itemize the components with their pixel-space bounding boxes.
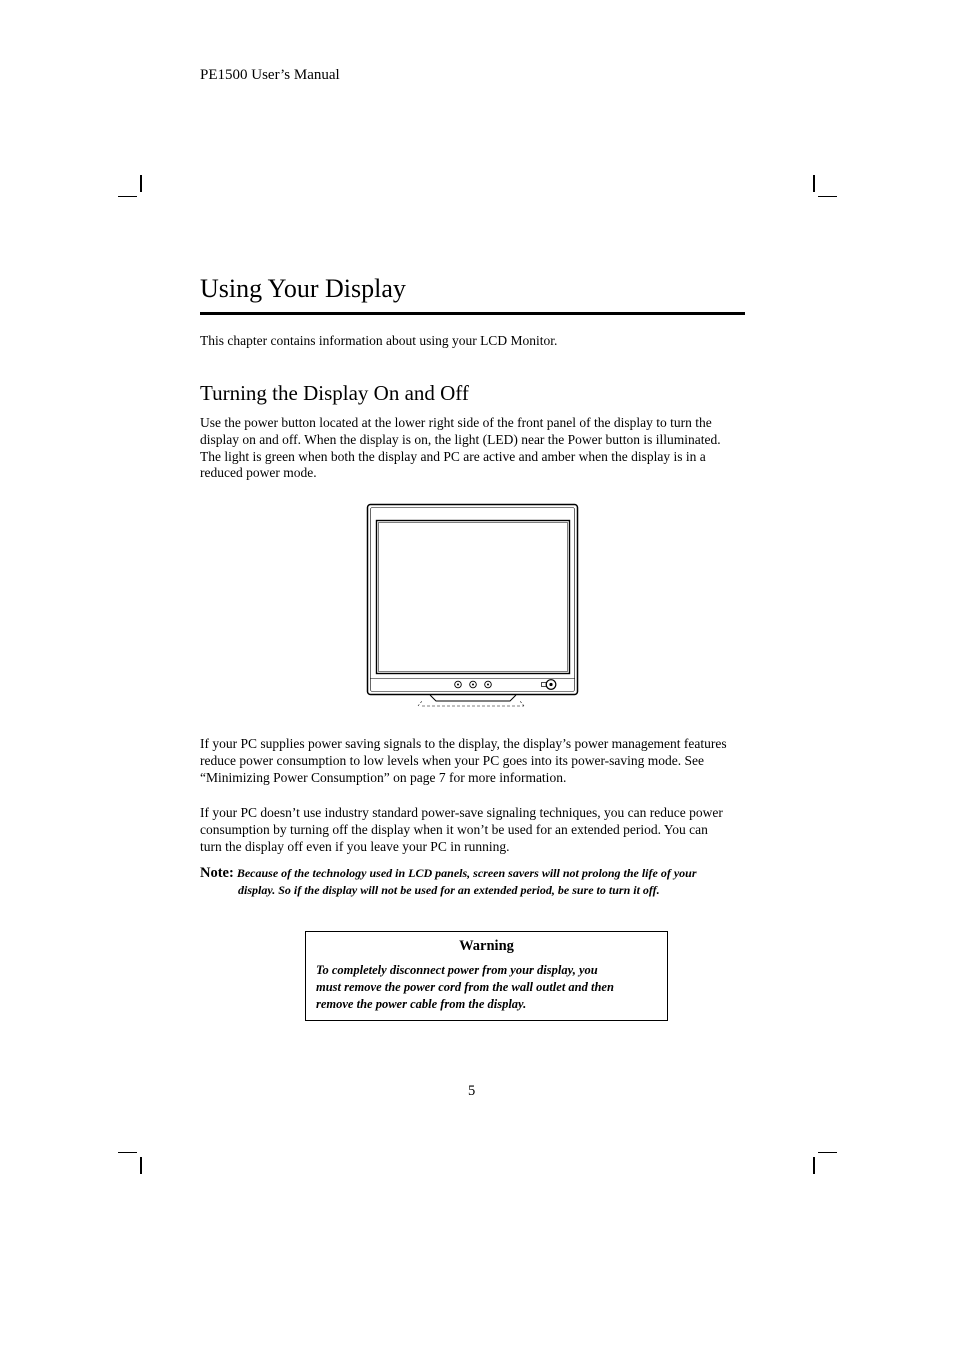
- chapter-title: Using Your Display: [200, 274, 406, 303]
- note-text-line1: Because of the technology used in LCD panels, screen savers will not prolong the life of your: [236, 866, 697, 880]
- title-rule: [200, 312, 745, 315]
- warning-box: [305, 931, 668, 1021]
- section-title: Turning the Display On and Off: [200, 381, 469, 405]
- paragraph-manual-power-off: If your PC doesn’t use industry standard power-save signaling techniques, you can reduce power consumption by turning off the display when it won’t be used for an extended period. You can turn the display off even if you leave your PC in running.: [200, 805, 723, 854]
- note-label: Note:: [200, 865, 234, 881]
- running-header: PE1500 User’s Manual: [200, 67, 340, 83]
- paragraph-power-saving: If your PC supplies power saving signals to the display, the display’s power management features reduce power consumption to low levels when your PC goes into its power-saving mode. See “Minimizing Power Consumption” on page 7 for more information.: [200, 736, 727, 785]
- lcd-monitor-front-view-illustration: [360, 500, 586, 715]
- note-text-line2: display. So if the display will not be used for an extended period, be sure to turn it off.: [238, 882, 660, 897]
- note-block: [200, 865, 766, 898]
- page-number: 5: [468, 1083, 476, 1099]
- paragraph-power-button: Use the power button located at the lower right side of the front panel of the display to turn the display on and off. When the display is on, the light (LED) near the Power button is illuminated. The light is green when both the display and PC are active and amber when the display is in a reduced power mode.: [200, 415, 721, 481]
- warning-text: To completely disconnect power from your display, you must remove the power cord from the wall outlet and then remove the power cable from the display.: [316, 963, 614, 1011]
- chapter-intro: This chapter contains information about using your LCD Monitor.: [200, 333, 558, 348]
- warning-title: Warning: [459, 938, 514, 954]
